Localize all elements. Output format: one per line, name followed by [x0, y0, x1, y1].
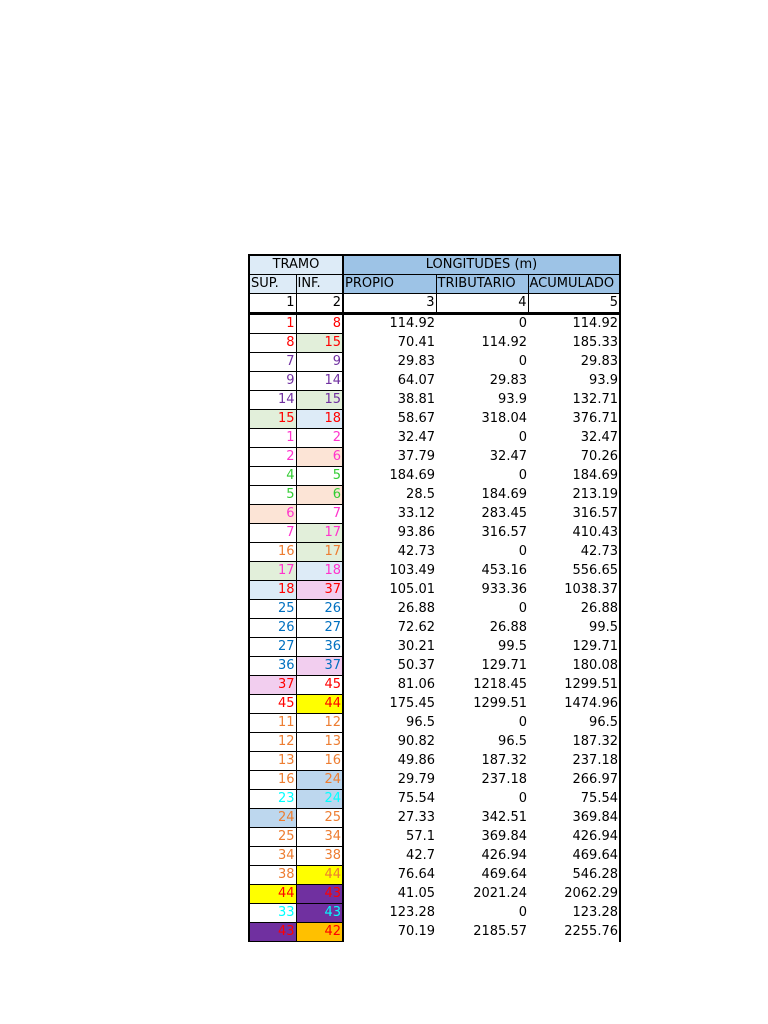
tributario-cell: 2021.24	[473, 886, 527, 901]
propio-cell: 184.69	[389, 468, 435, 483]
inf-cell: 17	[296, 543, 343, 562]
table-row	[249, 619, 620, 638]
longitudes-header: LONGITUDES (m)	[343, 255, 620, 275]
table-row	[249, 657, 620, 676]
tributario-cell: 26.88	[489, 620, 527, 635]
sup-cell: 1	[249, 314, 296, 334]
sup-cell: 17	[249, 562, 296, 581]
propio-cell: 29.83	[397, 354, 435, 369]
column-number-row	[249, 294, 620, 314]
inf-cell: 42	[296, 923, 343, 942]
tributario-cell: 316.57	[481, 525, 527, 540]
sup-cell: 16	[249, 771, 296, 790]
sup-cell: 2	[249, 448, 296, 467]
sup-cell: 16	[249, 543, 296, 562]
propio-cell: 42.7	[406, 848, 435, 863]
acumulado-cell: 376.71	[528, 410, 620, 429]
propio-cell: 90.82	[397, 734, 435, 749]
sup-cell: 14	[249, 391, 296, 410]
inf-cell: 8	[296, 314, 343, 334]
sup-cell: 36	[249, 657, 296, 676]
table-row	[249, 638, 620, 657]
acumulado-cell: 132.71	[528, 391, 620, 410]
acumulado-cell: 369.84	[528, 809, 620, 828]
tributario-cell: 99.5	[498, 639, 527, 654]
inf-cell: 18	[296, 410, 343, 429]
sup-cell: 45	[249, 695, 296, 714]
inf-cell: 44	[296, 866, 343, 885]
inf-cell: 25	[296, 809, 343, 828]
tributario-cell: 184.69	[481, 487, 527, 502]
propio-cell: 26.88	[397, 601, 435, 616]
inf-cell: 16	[296, 752, 343, 771]
propio-cell: 123.28	[389, 905, 435, 920]
tributario-cell: 469.64	[481, 867, 527, 882]
sup-cell: 13	[249, 752, 296, 771]
tributario-cell: 0	[518, 905, 527, 920]
sup-cell: 34	[249, 847, 296, 866]
acumulado-cell: 129.71	[528, 638, 620, 657]
acumulado-cell: 2255.76	[528, 923, 620, 942]
sup-cell: 15	[249, 410, 296, 429]
inf-cell: 43	[296, 904, 343, 923]
propio-cell: 70.19	[397, 924, 435, 939]
propio-cell: 96.5	[406, 715, 435, 730]
acumulado-cell: 99.5	[528, 619, 620, 638]
table-row	[249, 334, 620, 353]
tributario-cell: 0	[518, 544, 527, 559]
sup-cell: 7	[249, 524, 296, 543]
column-number: 1	[249, 294, 296, 314]
inf-cell: 26	[296, 600, 343, 619]
acumulado-cell: 187.32	[528, 733, 620, 752]
propio-cell: 29.79	[397, 772, 435, 787]
table-row	[249, 562, 620, 581]
table-row	[249, 391, 620, 410]
table-row	[249, 904, 620, 923]
inf-cell: 36	[296, 638, 343, 657]
table-row	[249, 866, 620, 885]
tributario-cell: 933.36	[481, 582, 527, 597]
acumulado-cell: 2062.29	[528, 885, 620, 904]
inf-cell: 34	[296, 828, 343, 847]
tributario-cell: 237.18	[481, 772, 527, 787]
tributario-cell: 96.5	[498, 734, 527, 749]
acumulado-cell: 1038.37	[528, 581, 620, 600]
table-row	[249, 372, 620, 391]
table-row	[249, 771, 620, 790]
acumulado-cell: 469.64	[528, 847, 620, 866]
table-row	[249, 429, 620, 448]
acumulado-cell: 180.08	[528, 657, 620, 676]
propio-cell: 32.47	[397, 430, 435, 445]
sup-cell: 33	[249, 904, 296, 923]
sup-cell: 25	[249, 600, 296, 619]
column-number: 2	[296, 294, 343, 314]
sup-cell: 38	[249, 866, 296, 885]
propio-cell: 27.33	[397, 810, 435, 825]
tributario-cell: 0	[518, 430, 527, 445]
acumulado-cell: 426.94	[528, 828, 620, 847]
propio-cell: 105.01	[389, 582, 435, 597]
sup-cell: 43	[249, 923, 296, 942]
tributario-header: TRIBUTARIO	[436, 275, 528, 294]
tributario-cell: 369.84	[481, 829, 527, 844]
propio-cell: 42.73	[397, 544, 435, 559]
column-number: 5	[528, 294, 620, 314]
header-row-1	[249, 255, 620, 275]
tributario-cell: 1218.45	[473, 677, 527, 692]
acumulado-cell: 237.18	[528, 752, 620, 771]
column-number: 3	[343, 294, 436, 314]
propio-cell: 64.07	[397, 373, 435, 388]
propio-cell: 175.45	[389, 696, 435, 711]
table-row	[249, 467, 620, 486]
tributario-cell: 0	[518, 354, 527, 369]
inf-cell: 44	[296, 695, 343, 714]
table-row	[249, 353, 620, 372]
inf-cell: 13	[296, 733, 343, 752]
sup-header: SUP.	[249, 275, 296, 294]
propio-cell: 76.64	[397, 867, 435, 882]
sup-cell: 1	[249, 429, 296, 448]
propio-cell: 70.41	[397, 335, 435, 350]
inf-cell: 2	[296, 429, 343, 448]
acumulado-cell: 29.83	[528, 353, 620, 372]
table-row	[249, 448, 620, 467]
inf-cell: 38	[296, 847, 343, 866]
acumulado-cell: 316.57	[528, 505, 620, 524]
propio-cell: 57.1	[406, 829, 435, 844]
inf-cell: 24	[296, 771, 343, 790]
tributario-cell: 426.94	[481, 848, 527, 863]
tributario-cell: 1299.51	[473, 696, 527, 711]
inf-cell: 15	[296, 391, 343, 410]
table-row	[249, 847, 620, 866]
table-row	[249, 809, 620, 828]
acumulado-cell: 70.26	[528, 448, 620, 467]
sup-cell: 4	[249, 467, 296, 486]
inf-cell: 24	[296, 790, 343, 809]
sup-cell: 12	[249, 733, 296, 752]
sup-cell: 7	[249, 353, 296, 372]
acumulado-cell: 556.65	[528, 562, 620, 581]
propio-cell: 33.12	[397, 506, 435, 521]
table-row	[249, 410, 620, 429]
tramo-header: TRAMO	[249, 255, 343, 275]
table-row	[249, 923, 620, 942]
table-row	[249, 314, 620, 334]
table-row	[249, 733, 620, 752]
tributario-cell: 32.47	[489, 449, 527, 464]
tributario-cell: 0	[518, 715, 527, 730]
propio-cell: 37.79	[397, 449, 435, 464]
acumulado-cell: 75.54	[528, 790, 620, 809]
tributario-cell: 29.83	[489, 373, 527, 388]
tributario-cell: 283.45	[481, 506, 527, 521]
tributario-cell: 0	[436, 314, 528, 334]
inf-cell: 18	[296, 562, 343, 581]
tributario-cell: 2185.57	[473, 924, 527, 939]
propio-cell: 93.86	[397, 525, 435, 540]
inf-cell: 5	[296, 467, 343, 486]
acumulado-cell: 96.5	[528, 714, 620, 733]
table-row	[249, 524, 620, 543]
acumulado-cell: 1299.51	[528, 676, 620, 695]
sup-cell: 9	[249, 372, 296, 391]
propio-header: PROPIO	[343, 275, 436, 294]
propio-cell: 41.05	[397, 886, 435, 901]
acumulado-cell: 213.19	[528, 486, 620, 505]
table-row	[249, 600, 620, 619]
acumulado-cell: 93.9	[528, 372, 620, 391]
inf-cell: 27	[296, 619, 343, 638]
sup-cell: 5	[249, 486, 296, 505]
tributario-cell: 187.32	[481, 753, 527, 768]
propio-cell: 38.81	[397, 392, 435, 407]
sup-cell: 37	[249, 676, 296, 695]
table-row	[249, 505, 620, 524]
header-row-2	[249, 275, 620, 294]
acumulado-cell: 266.97	[528, 771, 620, 790]
acumulado-cell: 123.28	[528, 904, 620, 923]
sup-cell: 18	[249, 581, 296, 600]
table-row	[249, 752, 620, 771]
acumulado-cell: 32.47	[528, 429, 620, 448]
table-row	[249, 790, 620, 809]
sup-cell: 23	[249, 790, 296, 809]
propio-cell: 28.5	[406, 487, 435, 502]
tributario-cell: 93.9	[498, 392, 527, 407]
sup-cell: 27	[249, 638, 296, 657]
inf-cell: 9	[296, 353, 343, 372]
tributario-cell: 342.51	[481, 810, 527, 825]
inf-cell: 37	[296, 657, 343, 676]
sup-cell: 6	[249, 505, 296, 524]
sup-cell: 26	[249, 619, 296, 638]
lengths-table	[248, 254, 621, 942]
table-row	[249, 581, 620, 600]
tributario-cell: 0	[518, 468, 527, 483]
table-row	[249, 828, 620, 847]
inf-cell: 45	[296, 676, 343, 695]
table-row	[249, 486, 620, 505]
acumulado-cell: 26.88	[528, 600, 620, 619]
propio-cell: 30.21	[397, 639, 435, 654]
propio-cell: 103.49	[389, 563, 435, 578]
inf-cell: 12	[296, 714, 343, 733]
table-row	[249, 885, 620, 904]
sup-cell: 44	[249, 885, 296, 904]
acumulado-cell: 184.69	[528, 467, 620, 486]
acumulado-cell: 114.92	[528, 314, 620, 334]
inf-cell: 7	[296, 505, 343, 524]
propio-cell: 72.62	[397, 620, 435, 635]
tributario-cell: 114.92	[481, 335, 527, 350]
table-row	[249, 543, 620, 562]
sup-cell: 8	[249, 334, 296, 353]
tributario-cell: 318.04	[481, 411, 527, 426]
propio-cell: 75.54	[397, 791, 435, 806]
table-row	[249, 676, 620, 695]
inf-cell: 6	[296, 448, 343, 467]
inf-header: INF.	[296, 275, 343, 294]
propio-cell: 50.37	[397, 658, 435, 673]
inf-cell: 37	[296, 581, 343, 600]
acumulado-cell: 410.43	[528, 524, 620, 543]
acumulado-header: ACUMULADO	[528, 275, 620, 294]
table-row	[249, 714, 620, 733]
column-number: 4	[436, 294, 528, 314]
tributario-cell: 0	[518, 601, 527, 616]
inf-cell: 43	[296, 885, 343, 904]
tributario-cell: 0	[518, 791, 527, 806]
inf-cell: 17	[296, 524, 343, 543]
propio-cell: 114.92	[343, 314, 436, 334]
sup-cell: 11	[249, 714, 296, 733]
sup-cell: 25	[249, 828, 296, 847]
propio-cell: 49.86	[397, 753, 435, 768]
acumulado-cell: 546.28	[528, 866, 620, 885]
acumulado-cell: 42.73	[528, 543, 620, 562]
tributario-cell: 453.16	[481, 563, 527, 578]
inf-cell: 14	[296, 372, 343, 391]
sup-cell: 24	[249, 809, 296, 828]
table-row	[249, 695, 620, 714]
propio-cell: 58.67	[397, 411, 435, 426]
acumulado-cell: 1474.96	[528, 695, 620, 714]
propio-cell: 81.06	[397, 677, 435, 692]
tributario-cell: 129.71	[481, 658, 527, 673]
acumulado-cell: 185.33	[528, 334, 620, 353]
inf-cell: 6	[296, 486, 343, 505]
inf-cell: 15	[296, 334, 343, 353]
